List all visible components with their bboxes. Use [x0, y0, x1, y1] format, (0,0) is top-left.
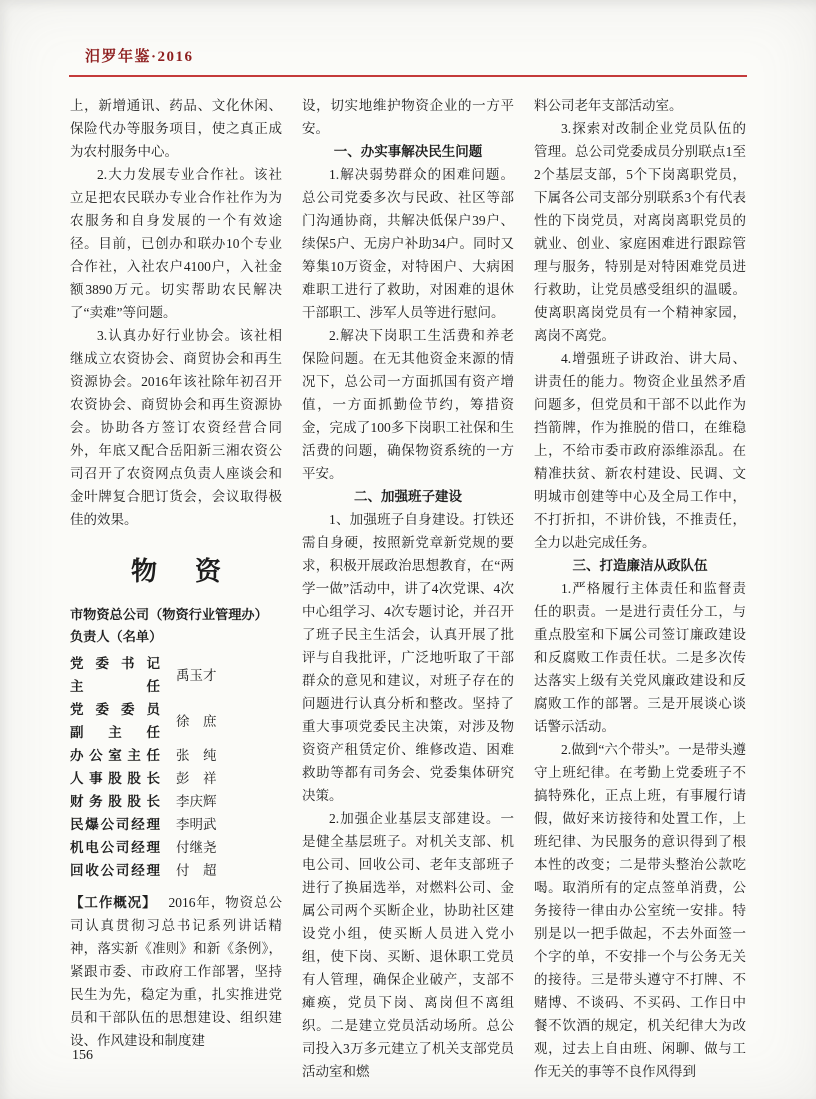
paragraph: 2.做到“六个带头”。一是带头遵守上班纪律。在考勤上党委班子不搞特殊化，正点上班，有事履行请假，做好来访接待和处置工作，上班纪律、为民服务的意识得到了根本性的改变；二是带头整治公款吃喝。取消所有的定点签单消费，公务接待一律由办公室统一安排。特别是以一把手做起，不去外面签一个字的单，不安排一个与公务无关的接待。三是带头遵守不打牌、不赌博、不谈码、不买码、工作日中餐不饮酒的规定，机关纪律大为改观，过去上自由班、闲聊、做与工作无关的事等不良作风得到: [534, 742, 746, 1079]
section-title: 物 资: [130, 557, 227, 586]
roster-row: [70, 698, 282, 744]
roster-row: [70, 836, 282, 859]
roster-role: 财务股股长: [70, 794, 160, 809]
roster-role: 民爆公司经理: [70, 817, 160, 832]
column-right: [534, 94, 746, 1083]
roster-row: [70, 790, 282, 813]
roster-role: 回收公司经理: [70, 863, 160, 878]
roster-heading-line1: 市物资总公司（物资行业管理办）: [70, 607, 268, 622]
roster-role: 党委书记 主任: [70, 656, 160, 694]
roster-role: 党委委员 副主任: [70, 702, 160, 740]
roster-name: 彭 祥: [176, 771, 217, 786]
subsection-heading: 三、打造廉洁从政队伍: [572, 558, 708, 573]
roster-role: 人事股股长: [70, 771, 160, 786]
paragraph: 料公司老年支部活动室。: [534, 98, 683, 113]
subsection-heading: 一、办实事解决民生问题: [333, 144, 483, 159]
paragraph: 1、加强班子自身建设。打铁还需自身硬，按照新党章新党规的要求，积极开展政治思想教育，在“两学一做”活动中，讲了4次党课、4次中心组学习、4次专题讨论，并召开了班子民主生活会，认真开展了批评与自我批评，广泛地听取了干部群众的意见和建议，对班子存在的问题进行认真分析和整改。坚持了重大事项党委民主决策，对涉及物资资产租赁定价、维修改造、困难救助等都有司务会、党委集体研究决策。: [302, 512, 514, 803]
page-header-title: 汨罗年鉴·2016: [85, 49, 194, 65]
paragraph: 3.认真办好行业协会。该社相继成立农资协会、商贸协会和再生资源协会。2016年该社除年初召开农资协会、商贸协会和再生资源协会。协助各方签订农资经营合同外，年底又配合岳阳新三湘农资公司召开了农资网点负责人座谈会和金叶牌复合肥订货会，会议取得极佳的效果。: [70, 328, 282, 527]
column-left: [70, 94, 282, 1083]
roster-row: [70, 652, 282, 698]
roster-name: 李庆辉: [176, 794, 217, 809]
paragraph: 上，新增通讯、药品、文化休闲、保险代办等服务项目，使之真正成为农村服务中心。: [70, 98, 282, 159]
paragraph: 1.严格履行主体责任和监督责任的职责。一是进行责任分工，与重点股室和下属公司签订廉政建设和反腐败工作责任状。二是多次传达落实上级有关党风廉政建设和反腐败工作的部署。三是开展谈心谈话警示活动。: [534, 581, 746, 734]
content-columns: [70, 94, 746, 1083]
roster-name: 李明武: [176, 817, 217, 832]
roster-row: [70, 744, 282, 767]
overview-label: 【工作概况】: [70, 895, 157, 910]
subsection-heading: 二、加强班子建设: [354, 489, 462, 504]
roster-role: 机电公司经理: [70, 840, 160, 855]
roster-name: 付 超: [176, 863, 217, 878]
paragraph: 2.加强企业基层支部建设。一是健全基层班子。对机关支部、机电公司、回收公司、老年支部班子进行了换届选举，对燃料公司、金属公司两个买断企业，协助社区建设党小组，使买断人员进入党小组，使下岗、买断、退休职工党员有人管理，确保企业破产，支部不瘫痪，党员下岗、离岗但不离组织。二是建立党员活动场所。总公司投入3万多元建立了机关支部党员活动室和燃: [302, 811, 514, 1079]
roster-role: 办公室主任: [70, 748, 160, 763]
page-number: 156: [72, 1048, 93, 1063]
paragraph: 2.解决下岗职工生活费和养老保险问题。在无其他资金来源的情况下，总公司一方面抓国有资产增值，一方面抓勤俭节约，筹措资金，完成了100多下岗职工社保和生活费的问题，确保物资系统的一方平安。: [302, 328, 514, 481]
header-rule: [69, 75, 747, 77]
roster-name: 禹玉才: [176, 667, 217, 683]
roster-row: [70, 859, 282, 882]
roster-name: 徐 庶: [176, 713, 217, 729]
paragraph: 3.探索对改制企业党员队伍的管理。总公司党委成员分别联点1至2个基层支部，5个下岗离职党员，下属各公司支部分别联系3个有代表性的下岗党员，对离岗离职党员的就业、创业、家庭困难进行跟踪管理与服务，特别是对特困难党员进行救助，让党员感受组织的温暖。使离职离岗党员有一个精神家园，离岗不离党。: [534, 121, 746, 343]
roster-name: 付继尧: [176, 840, 217, 855]
paragraph: 4.增强班子讲政治、讲大局、讲责任的能力。物资企业虽然矛盾问题多，但党员和干部不以此作为挡箭牌，作为推脱的借口，在维稳上，不给市委市政府添维添乱。在精准扶贫、新农村建设、民调、文明城市创建等中心及全局工作中，不打折扣，不讲价钱，不推责任，全力以赴完成任务。: [534, 351, 746, 550]
roster-row: [70, 813, 282, 836]
roster-list: [70, 652, 282, 882]
overview-text: 2016年，物资总公司认真贯彻习总书记系列讲话精神，落实新《准则》和新《条例》，紧跟市委、市政府工作部署，坚持民生为先，稳定为重，扎实推进党员和干部队伍的思想建设、组织建设、作风建设和制度建: [70, 895, 282, 1048]
paragraph: 2.大力发展专业合作社。该社立足把农民联办专业合作社作为为农服务和自身发展的一个有效途径。目前，已创办和联办10个专业合作社，入社农户4100户，入社金额3890万元。切实帮助农民解决了“卖难”等问题。: [70, 167, 282, 320]
roster-row: [70, 767, 282, 790]
roster-name: 张 纯: [176, 748, 217, 763]
column-middle: [302, 94, 514, 1083]
paragraph: 设，切实地维护物资企业的一方平安。: [302, 98, 514, 136]
roster-heading-line2: 负责人（名单）: [70, 629, 163, 644]
overview-paragraph: [70, 891, 282, 1052]
paragraph: 1.解决弱势群众的困难问题。总公司党委多次与民政、社区等部门沟通协商，共解决低保户39户、续保5户、无房户补助34户。同时又筹集10万资金，对特困户、大病困难职工进行了救助，对困难的退休干部职工、涉军人员等进行慰问。: [302, 167, 514, 320]
